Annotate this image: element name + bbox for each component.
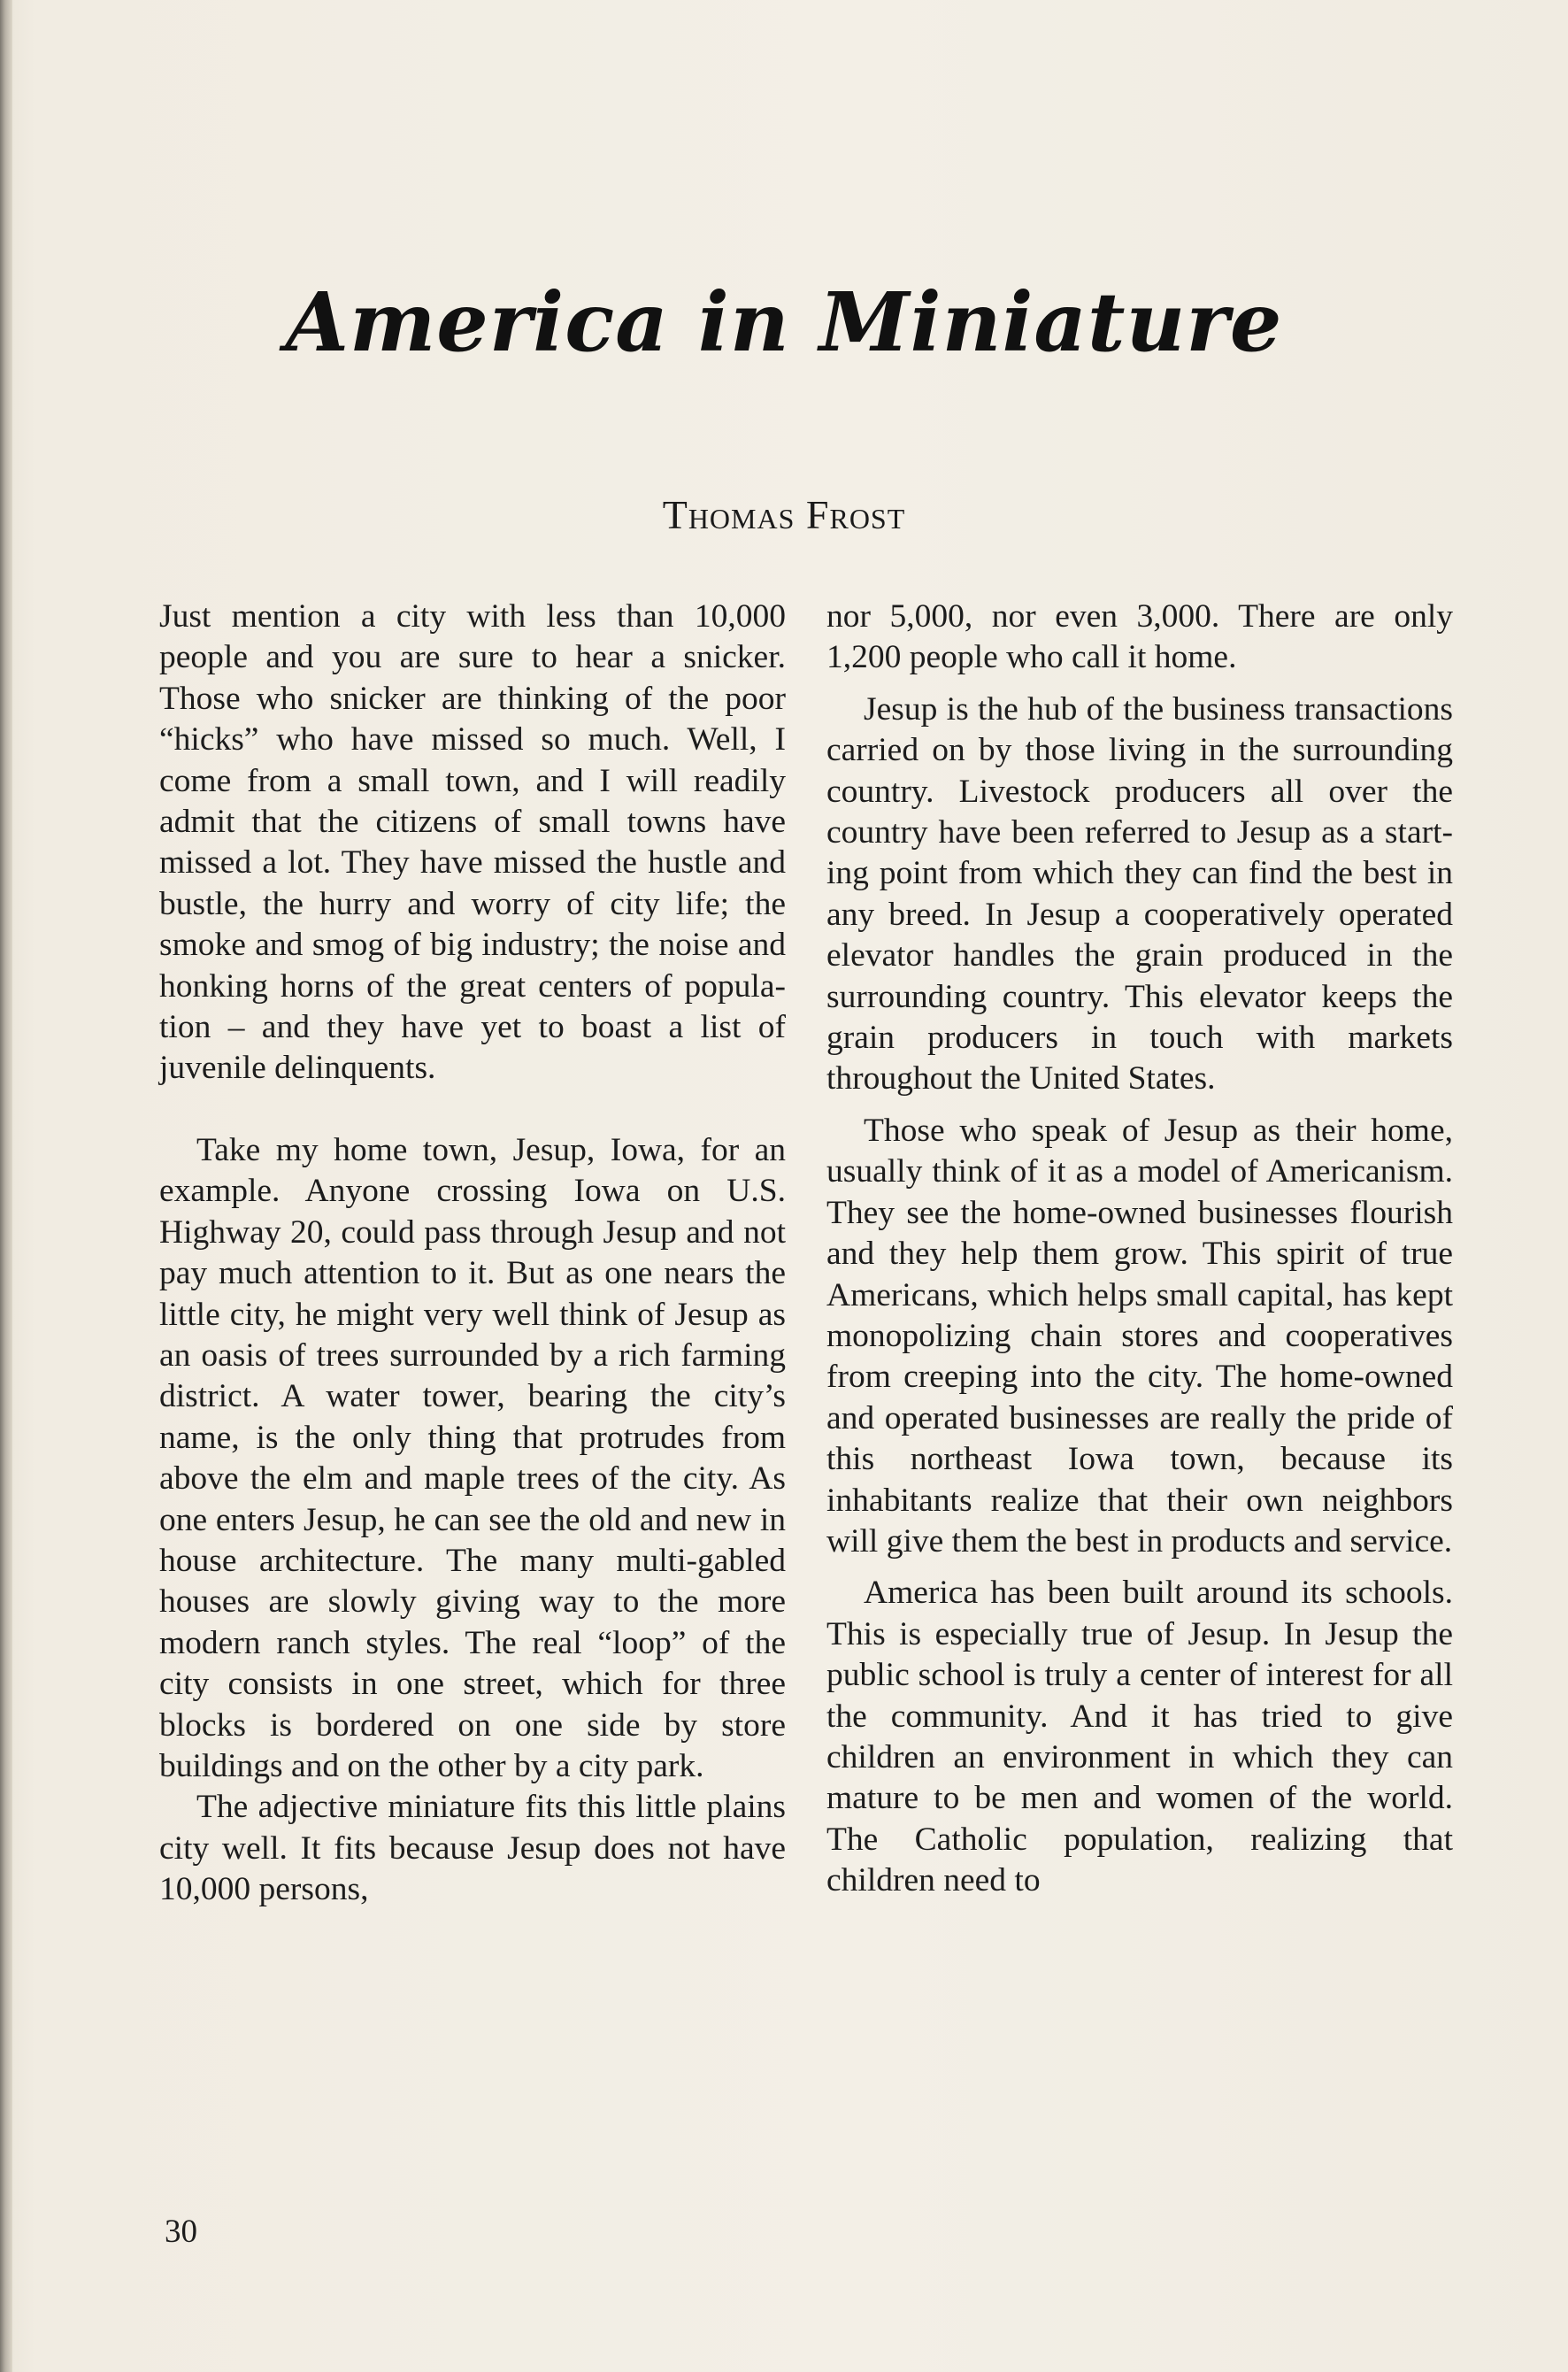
right-paragraph-3: Those who speak of Jesup as their home, usually think of it as a model of Americanism. They see the home-owned businesses flourish and they help them grow. This spirit of true Americans, which helps small capital, has kept monopolizing chain stores and cooperatives from creeping into the city. The home-owned and operated businesses are really the pride of this northeast Iowa town, because its inhabitants realize that their own neighbors will give them the best in products and service. xyxy=(826,1112,1453,1560)
left-column xyxy=(159,597,786,1911)
right-column xyxy=(826,597,1453,1902)
left-paragraph-3: The adjective miniature fits this little plains city well. It fits because Jesup does not have 10,000 persons, xyxy=(159,1789,786,1908)
left-paragraph-1: Just mention a city with less than 10,000 people and you are sure to hear a snicker. Those who snicker are thinking of the poor “hicks” who have missed so much. Well, I come from a small town, and I will readily admit that the citizens of small towns have missed a lot. They have missed the hustle and bustle, the hurry and worry of city life; the smoke and smog of big industry; the noise and honking horns of the great centers of population – and they have yet to boast a list of juvenile delinquents. xyxy=(159,598,786,1087)
article-author: Thomas Frost xyxy=(662,492,906,537)
article-title: America in Miniature xyxy=(285,274,1283,370)
left-paragraph-2: Take my home town, Jesup, Iowa, for an example. Anyone crossing Iowa on U.S. Highway 20, could pass through Jesup and not pay much attention to it. But as one nears the little city, he might very well think of Jesup as an oasis of trees surrounded by a rich farming district. A water tower, bearing the city’s name, is the only thing that protrudes from above the elm and maple trees of the city. As one enters Jesup, he can see the old and new in house architecture. The many multi-gabled houses are slowly giving way to the more modern ranch styles. The real “loop” of the city consists in one street, which for three blocks is bordered on one side by store buildings and on the other by a city park. xyxy=(159,1131,786,1784)
right-paragraph-4: America has been built around its schools. This is especially true of Jesup. In Jesup the public school is truly a center of interest for all the community. And it has tried to give children an environment in which they can mature to be men and women of the world. The Catholic population, realizing that children need to xyxy=(826,1575,1453,1899)
right-paragraph-2: Jesup is the hub of the business transactions carried on by those living in the surrounding country. Livestock producers all over the country have been referred to Jesup as a starting point from which they can find the best in any breed. In Jesup a cooperatively operated elevator handles the grain produced in the surrounding country. This elevator keeps the grain producers in touch with markets throughout the United States. xyxy=(826,690,1453,1097)
page-number: 30 xyxy=(165,2214,197,2250)
right-paragraph-1: nor 5,000, nor even 3,000. There are only 1,200 people who call it home. xyxy=(826,598,1453,676)
